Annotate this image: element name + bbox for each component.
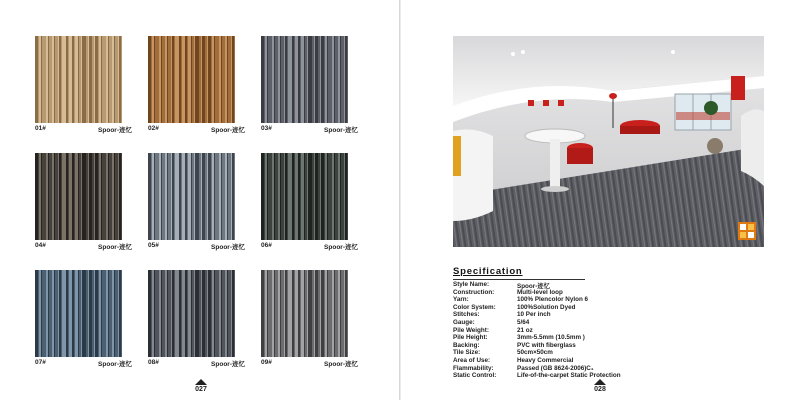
spec-label: Area of Use: xyxy=(453,357,491,364)
spec-value: 5/64 xyxy=(517,319,530,326)
swatch-caption xyxy=(148,242,245,252)
swatch-number: 04# xyxy=(35,242,46,249)
spec-label: Style Name: xyxy=(453,281,490,288)
swatch-caption xyxy=(261,359,358,369)
swatch-number: 07# xyxy=(35,359,46,366)
page-number-left: 027 xyxy=(186,379,216,393)
swatch-number: 09# xyxy=(261,359,272,366)
carpet-swatch xyxy=(261,270,348,357)
spec-label: Color System: xyxy=(453,303,496,311)
swatch-name: Spoor-迹忆 xyxy=(98,361,132,368)
carpet-swatch xyxy=(261,153,348,240)
carpet-swatch xyxy=(35,36,122,123)
swatch-caption xyxy=(148,125,245,135)
spec-label: Construction: xyxy=(453,288,495,296)
swatch-name: Spoor-迹忆 xyxy=(324,127,358,134)
spec-value: 50cm×50cm xyxy=(517,349,553,357)
spec-value: Life-of-the-carpet Static Protection xyxy=(517,372,621,380)
swatch-caption xyxy=(261,125,358,135)
interior-photo xyxy=(453,36,764,247)
spec-label: Backing: xyxy=(453,341,480,349)
spec-value: Heavy Commercial xyxy=(517,357,574,364)
swatch-name: Spoor-迹忆 xyxy=(211,127,245,134)
spec-value: 3mm-5.5mm (10.5mm ) xyxy=(517,334,585,342)
left-page xyxy=(0,0,399,400)
swatch-name: Spoor-迹忆 xyxy=(324,361,358,368)
lounge-scene xyxy=(453,36,764,247)
brand-logo-icon xyxy=(738,222,756,240)
swatch-number: 01# xyxy=(35,125,46,132)
swatch-name: Spoor-迹忆 xyxy=(98,244,132,251)
swatch-caption xyxy=(35,125,132,135)
swatch-name: Spoor-迹忆 xyxy=(324,244,358,251)
spec-value: Passed (GB 8624-2006)C₁ xyxy=(517,364,594,372)
spec-value: 100%Solution Dyed xyxy=(517,303,576,311)
swatch-caption xyxy=(148,359,245,369)
spec-value: Spoor-迹忆 xyxy=(517,283,550,290)
swatch-name: Spoor-迹忆 xyxy=(211,244,245,251)
spec-title: Specification xyxy=(453,266,523,277)
swatch-name: Spoor-迹忆 xyxy=(211,361,245,368)
carpet-swatch xyxy=(148,36,235,123)
spec-label: Yarn: xyxy=(453,296,469,304)
spec-value: 10 Per inch xyxy=(517,311,551,319)
spec-label: Tile Size: xyxy=(453,349,481,357)
swatch-caption xyxy=(35,359,132,369)
spec-value: 21 oz xyxy=(517,326,533,334)
spec-underline xyxy=(453,279,585,280)
page-number-right: 028 xyxy=(585,379,615,393)
carpet-swatch xyxy=(148,153,235,240)
swatch-number: 03# xyxy=(261,125,272,132)
spec-value: Multi-level loop xyxy=(517,288,563,296)
carpet-swatch xyxy=(148,270,235,357)
page-triangle-icon xyxy=(594,379,606,385)
swatch-number: 08# xyxy=(148,359,159,366)
carpet-swatch xyxy=(35,153,122,240)
page-triangle-icon xyxy=(195,379,207,385)
spec-label: Gauge: xyxy=(453,319,475,326)
logo-grid-icon xyxy=(738,222,756,240)
spec-label: Pile Weight: xyxy=(453,326,489,334)
swatch-caption xyxy=(261,242,358,252)
spec-label: Static Control: xyxy=(453,372,497,380)
carpet-swatch xyxy=(35,270,122,357)
swatch-number: 02# xyxy=(148,125,159,132)
spec-value: PVC with fiberglass xyxy=(517,341,576,349)
spec-label: Pile Height: xyxy=(453,334,488,342)
swatch-caption xyxy=(35,242,132,252)
right-page xyxy=(401,0,800,400)
swatch-name: Spoor-迹忆 xyxy=(98,127,132,134)
spec-label: Flammability: xyxy=(453,364,494,372)
swatch-number: 05# xyxy=(148,242,159,249)
spec-label: Stitches: xyxy=(453,311,480,319)
swatch-number: 06# xyxy=(261,242,272,249)
carpet-swatch xyxy=(261,36,348,123)
spec-value: 100% Plencolor Nylon 6 xyxy=(517,296,589,304)
